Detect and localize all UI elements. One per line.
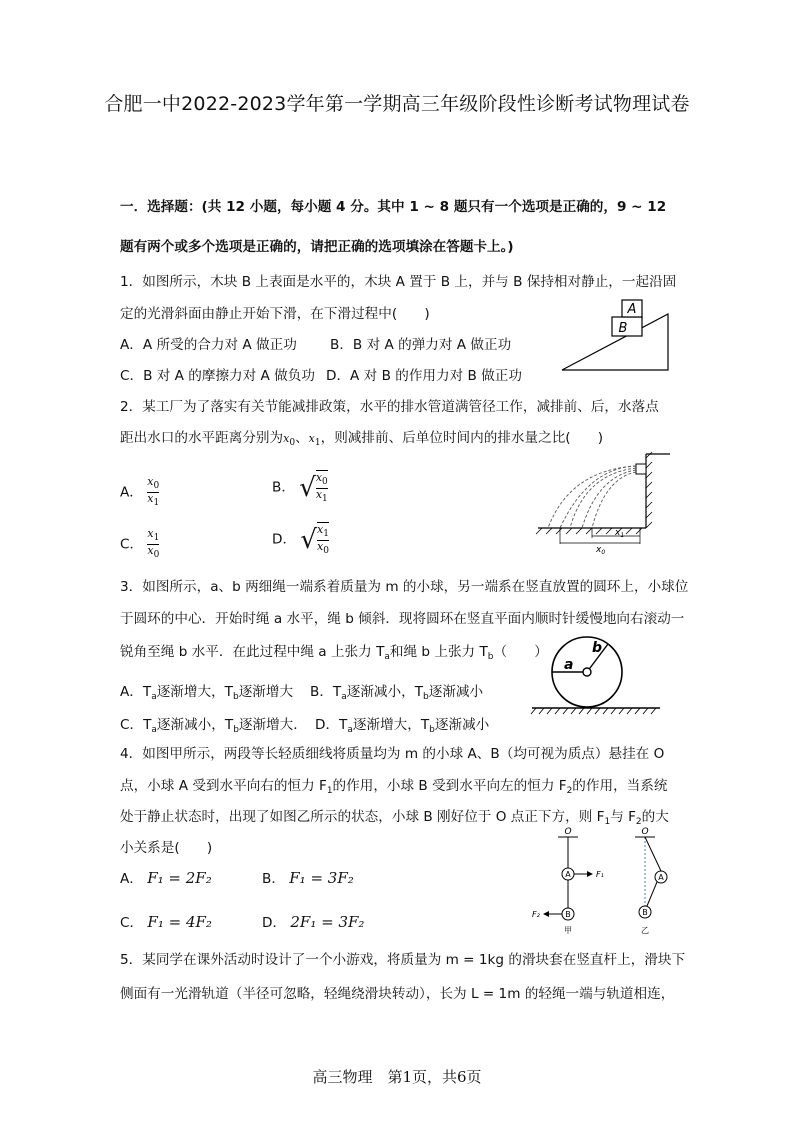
q2-x1: $x_1$: [308, 432, 321, 448]
q4-option-b: B． F₁ = 3F₂: [262, 869, 354, 887]
q2-option-a: A． $\frac{x_0}{x_1}$: [120, 475, 160, 508]
q4-fig-b-jia: B: [565, 910, 571, 919]
q2-line1: 2．某工厂为了落实有关节能减排政策，水平的排水管道满管径工作，减排前、后，水落点: [120, 399, 659, 415]
q2-fig-x1: $x_1$: [615, 528, 625, 539]
q2-x0: $x_0$: [283, 432, 296, 448]
q3-line2: 于圆环的中心．开始时绳 a 水平，绳 b 倾斜．现将圆环在竖直平面内顺时针缓慢地向右滚动一: [120, 611, 685, 627]
q3-fig-label-b: b: [592, 640, 603, 656]
q1-line2: 定的光滑斜面由静止开始下滑，在下滑过程中( ): [120, 306, 430, 322]
q4-fig-f1: F₁: [596, 870, 604, 879]
q1-option-a: A．A 所受的合力对 A 做正功: [120, 337, 297, 353]
section-heading-line1: 一．选择题：(共 12 小题，每小题 4 分。其中 1 ~ 8 题只有一个选项是正确的，9 ~ 12: [120, 199, 667, 215]
q1-fig-label-a: A: [627, 302, 637, 317]
q4-fig-f2: F₂: [532, 910, 540, 919]
q2-sqrt-d: √ $\frac{x_1}{x_0}$: [300, 523, 329, 556]
section-heading-line2: 题有两个或多个选项是正确的，请把正确的选项填涂在答题卡上。): [120, 239, 514, 255]
q3-option-b: B．$T_a$逐渐减小，$T_b$逐渐减小: [310, 684, 484, 702]
q3-option-c: C．$T_a$逐渐减小，$T_b$逐渐增大．: [120, 717, 307, 735]
q4-fig-a-yi: A: [658, 873, 664, 882]
q4-fig-b-yi: B: [642, 908, 648, 917]
q2-option-d: D． √ $\frac{x_1}{x_0}$: [272, 523, 329, 556]
q4-fig-o-jia: O: [564, 827, 572, 837]
q1-fig-label-b: B: [618, 321, 628, 336]
q2-line2-start: 距出水口的水平距离分别为: [120, 430, 284, 446]
q3-ring-figure: [528, 632, 668, 718]
q2-drain-figure: [530, 448, 680, 554]
q4-fig-o-yi: O: [641, 827, 649, 837]
q1-option-b: B．B 对 A 的弹力对 A 做正功: [330, 337, 512, 353]
q5-line1: 5．某同学在课外活动时设计了一个小游戏，将质量为 m = 1kg 的滑块套在竖直杆上，滑块下: [120, 952, 686, 968]
q1-option-d: D．A 对 B 的作用力对 B 做正功: [326, 368, 522, 384]
q2-sqrt-b: √ $\frac{x_0}{x_1}$: [299, 471, 328, 504]
q4-option-a: A． F₁ = 2F₂: [120, 869, 212, 887]
q1-incline-figure: [560, 296, 680, 376]
q1-option-c: C．B 对 A 的摩擦力对 A 做负功: [120, 368, 315, 384]
q4-option-d: D． 2F₁ = 3F₂: [262, 913, 365, 931]
q3-fig-label-a: a: [564, 657, 574, 673]
q4-option-c: C． F₁ = 4F₂: [120, 913, 212, 931]
q2-frac-c: $\frac{x_1}{x_0}$: [147, 527, 160, 560]
q2-fig-x0: $x_0$: [596, 545, 606, 554]
q4-line1: 4．如图甲所示，两段等长轻质细线将质量均为 m 的小球 A、B（均可视为质点）悬挂在 O: [120, 746, 665, 762]
q1-line1: 1．如图所示，木块 B 上表面是水平的，木块 A 置于 B 上，并与 B 保持相对静止，一起沿固: [120, 274, 677, 290]
q5-line2: 侧面有一光滑轨道（半径可忽略，轻绳绕滑块转动），长为 L = 1m 的轻绳一端与轨道相连，: [120, 986, 675, 1002]
q2-frac-a: $\frac{x_0}{x_1}$: [147, 475, 160, 508]
q4-line2: 点，小球 A 受到水平向右的恒力 $F_1$的作用，小球 B 受到水平向左的恒力 $F_2$的作用，当系统: [120, 778, 668, 796]
q3-line3: 锐角至绳 b 水平．在此过程中绳 a 上张力 $T_a$和绳 b 上张力 $T_b$（ ）: [120, 644, 548, 662]
q4-line4: 小关系是( ): [120, 840, 213, 856]
q2-sep: 、: [295, 430, 309, 446]
q4-line3: 处于静止状态时，出现了如图乙所示的状态，小球 B 刚好位于 O 点正下方，则 $F_1$与 $F_2$的大: [120, 809, 669, 827]
q2-line2-end: ，则减排前、后单位时间内的排水量之比( ): [320, 430, 604, 446]
q2-line2: [120, 426, 603, 448]
page-title: 合肥一中2022-2023学年第一学期高三年级阶段性诊断考试物理试卷: [104, 93, 690, 115]
q3-option-a: A．$T_a$逐渐增大，$T_b$逐渐增大: [120, 684, 294, 702]
q4-fig-caption-yi: 乙: [641, 926, 649, 935]
q4-fig-caption-jia: 甲: [564, 926, 572, 935]
q4-pendulum-figure: [530, 825, 690, 940]
q2-option-c: C． $\frac{x_1}{x_0}$: [120, 527, 160, 560]
q3-option-d: D．$T_a$逐渐增大，$T_b$逐渐减小: [315, 717, 490, 735]
q4-fig-a-jia: A: [565, 870, 571, 879]
page-footer: 高三物理 第1页，共6页: [312, 1068, 482, 1086]
q2-option-b: B． √ $\frac{x_0}{x_1}$: [272, 471, 328, 504]
q3-line1: 3．如图所示，a、b 两细绳一端系着质量为 m 的小球，另一端系在竖直放置的圆环上，小球位: [120, 579, 689, 595]
